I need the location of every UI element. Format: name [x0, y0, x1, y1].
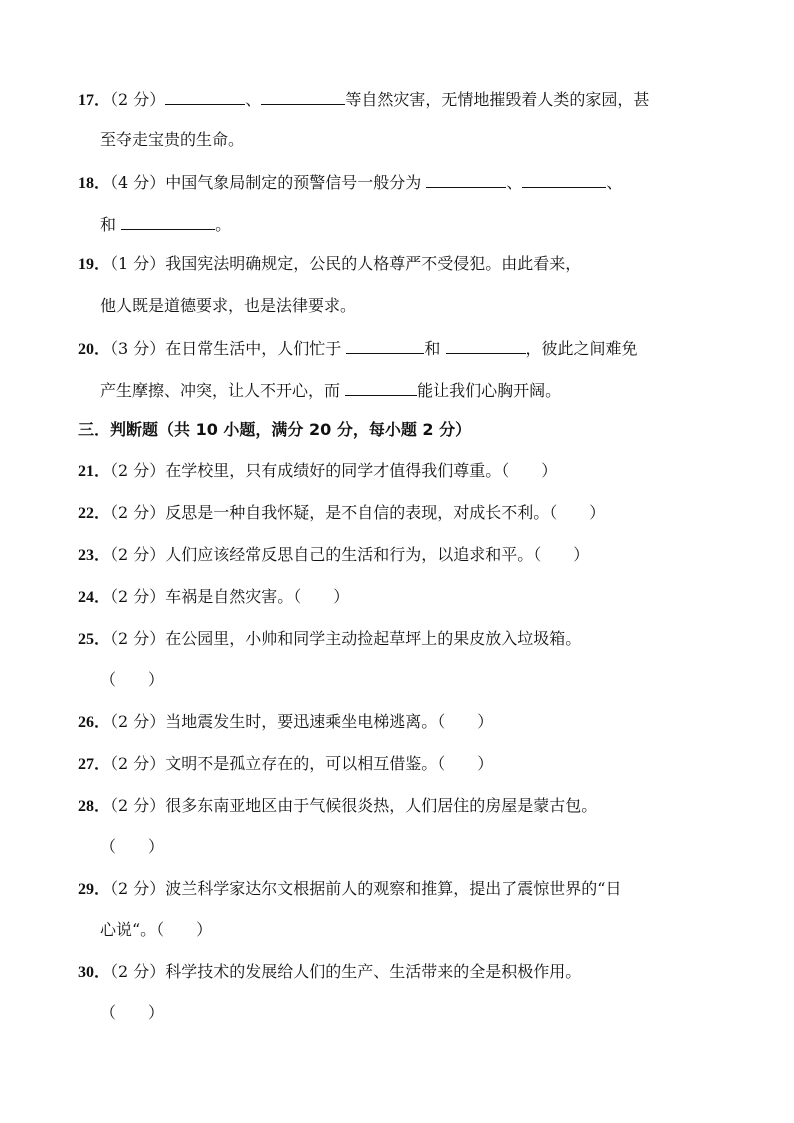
question-text: 波兰科学家达尔文根据前人的观察和推算，提出了震惊世界的“日	[165, 879, 622, 898]
answer-blank[interactable]	[346, 335, 424, 354]
question-number: 26．	[78, 714, 111, 731]
answer-blank[interactable]	[121, 211, 215, 230]
question-19	[78, 252, 581, 277]
question-20-line2	[100, 377, 561, 403]
blank-separator: 、	[245, 90, 262, 109]
question-23	[78, 543, 589, 568]
question-28	[78, 794, 597, 819]
question-number: 18．	[78, 175, 111, 192]
question-27	[78, 752, 493, 777]
question-score: （2 分）	[110, 712, 166, 731]
question-21	[78, 459, 557, 484]
question-24	[78, 585, 349, 610]
question-score: （2 分）	[110, 962, 166, 981]
answer-blank[interactable]	[446, 335, 526, 354]
question-number: 20．	[78, 341, 111, 358]
question-number: 25．	[78, 631, 111, 648]
question-score: （2 分）	[110, 796, 166, 815]
question-score: （2 分）	[110, 503, 166, 522]
question-26	[78, 710, 493, 735]
question-17-line2: 至夺走宝贵的生命。	[100, 130, 245, 149]
question-score: （2 分）	[110, 629, 166, 648]
question-score: （1 分）	[110, 254, 166, 273]
question-number: 19．	[78, 256, 111, 273]
question-17	[78, 86, 649, 113]
question-30	[78, 960, 581, 985]
question-18-line2	[100, 211, 231, 237]
question-number: 21．	[78, 463, 111, 480]
question-18	[78, 169, 622, 196]
question-20	[78, 335, 638, 362]
question-score: （3 分）	[110, 339, 166, 358]
question-text: 在公园里，小帅和同学主动捡起草坪上的果皮放入垃圾箱。	[165, 629, 582, 648]
question-text: ，彼此之间难免	[525, 339, 638, 358]
question-text: 反思是一种自我怀疑，是不自信的表现，对成长不利。（ ）	[165, 503, 606, 522]
blank-separator: 、	[606, 173, 623, 192]
question-19-line2: 他人既是道德要求，也是法律要求。	[100, 296, 357, 315]
question-text: 很多东南亚地区由于气候很炎热，人们居住的房屋是蒙古包。	[165, 796, 598, 815]
section-heading: 三．判断题（共 10 小题，满分 20 分，每小题 2 分）	[78, 420, 472, 439]
answer-blank[interactable]	[426, 169, 506, 188]
conjunction: 和	[100, 215, 117, 234]
question-text: 在学校里，只有成绩好的同学才值得我们尊重。（ ）	[165, 461, 558, 480]
question-text: 当地震发生时，要迅速乘坐电梯逃离。（ ）	[165, 712, 494, 731]
question-29	[78, 877, 621, 902]
question-text: 车祸是自然灾害。（ ）	[165, 587, 350, 606]
question-score: （2 分）	[110, 90, 166, 109]
answer-blank[interactable]	[522, 169, 606, 188]
question-number: 24．	[78, 589, 111, 606]
question-text: 我国宪法明确规定，公民的人格尊严不受侵犯。由此看来，	[165, 254, 582, 273]
answer-parentheses[interactable]: （ ）	[100, 837, 165, 856]
question-score: （2 分）	[110, 879, 166, 898]
question-score: （2 分）	[110, 587, 166, 606]
question-number: 29．	[78, 881, 111, 898]
question-score: （4 分）	[110, 173, 166, 192]
question-number: 23．	[78, 547, 111, 564]
answer-blank[interactable]	[261, 86, 345, 105]
conjunction: 和	[424, 339, 441, 358]
question-text: 人们应该经常反思自己的生活和行为，以追求和平。（ ）	[165, 545, 590, 564]
answer-parentheses[interactable]: （ ）	[100, 670, 165, 689]
question-25	[78, 627, 581, 652]
question-text: 产生摩擦、冲突，让人不开心，而	[100, 381, 341, 400]
question-number: 28．	[78, 798, 111, 815]
answer-blank[interactable]	[165, 86, 245, 105]
question-number: 17．	[78, 92, 111, 109]
question-29-line2: 心说“。（ ）	[100, 920, 213, 939]
question-text: 文明不是孤立存在的，可以相互借鉴。（ ）	[165, 754, 494, 773]
sentence-end: 。	[215, 215, 232, 234]
question-text: 等自然灾害，无情地摧毁着人类的家园，甚	[345, 90, 650, 109]
question-score: （2 分）	[110, 545, 166, 564]
question-text: 在日常生活中，人们忙于	[165, 339, 342, 358]
question-text: 中国气象局制定的预警信号一般分为	[165, 173, 422, 192]
blank-separator: 、	[506, 173, 523, 192]
question-number: 27．	[78, 756, 111, 773]
question-22	[78, 501, 605, 526]
question-text: 科学技术的发展给人们的生产、生活带来的全是积极作用。	[165, 962, 582, 981]
answer-parentheses[interactable]: （ ）	[100, 1003, 165, 1022]
question-text: 能让我们心胸开阔。	[417, 381, 562, 400]
question-score: （2 分）	[110, 461, 166, 480]
question-number: 30．	[78, 964, 111, 981]
answer-blank[interactable]	[345, 377, 417, 396]
question-score: （2 分）	[110, 754, 166, 773]
question-number: 22．	[78, 505, 111, 522]
